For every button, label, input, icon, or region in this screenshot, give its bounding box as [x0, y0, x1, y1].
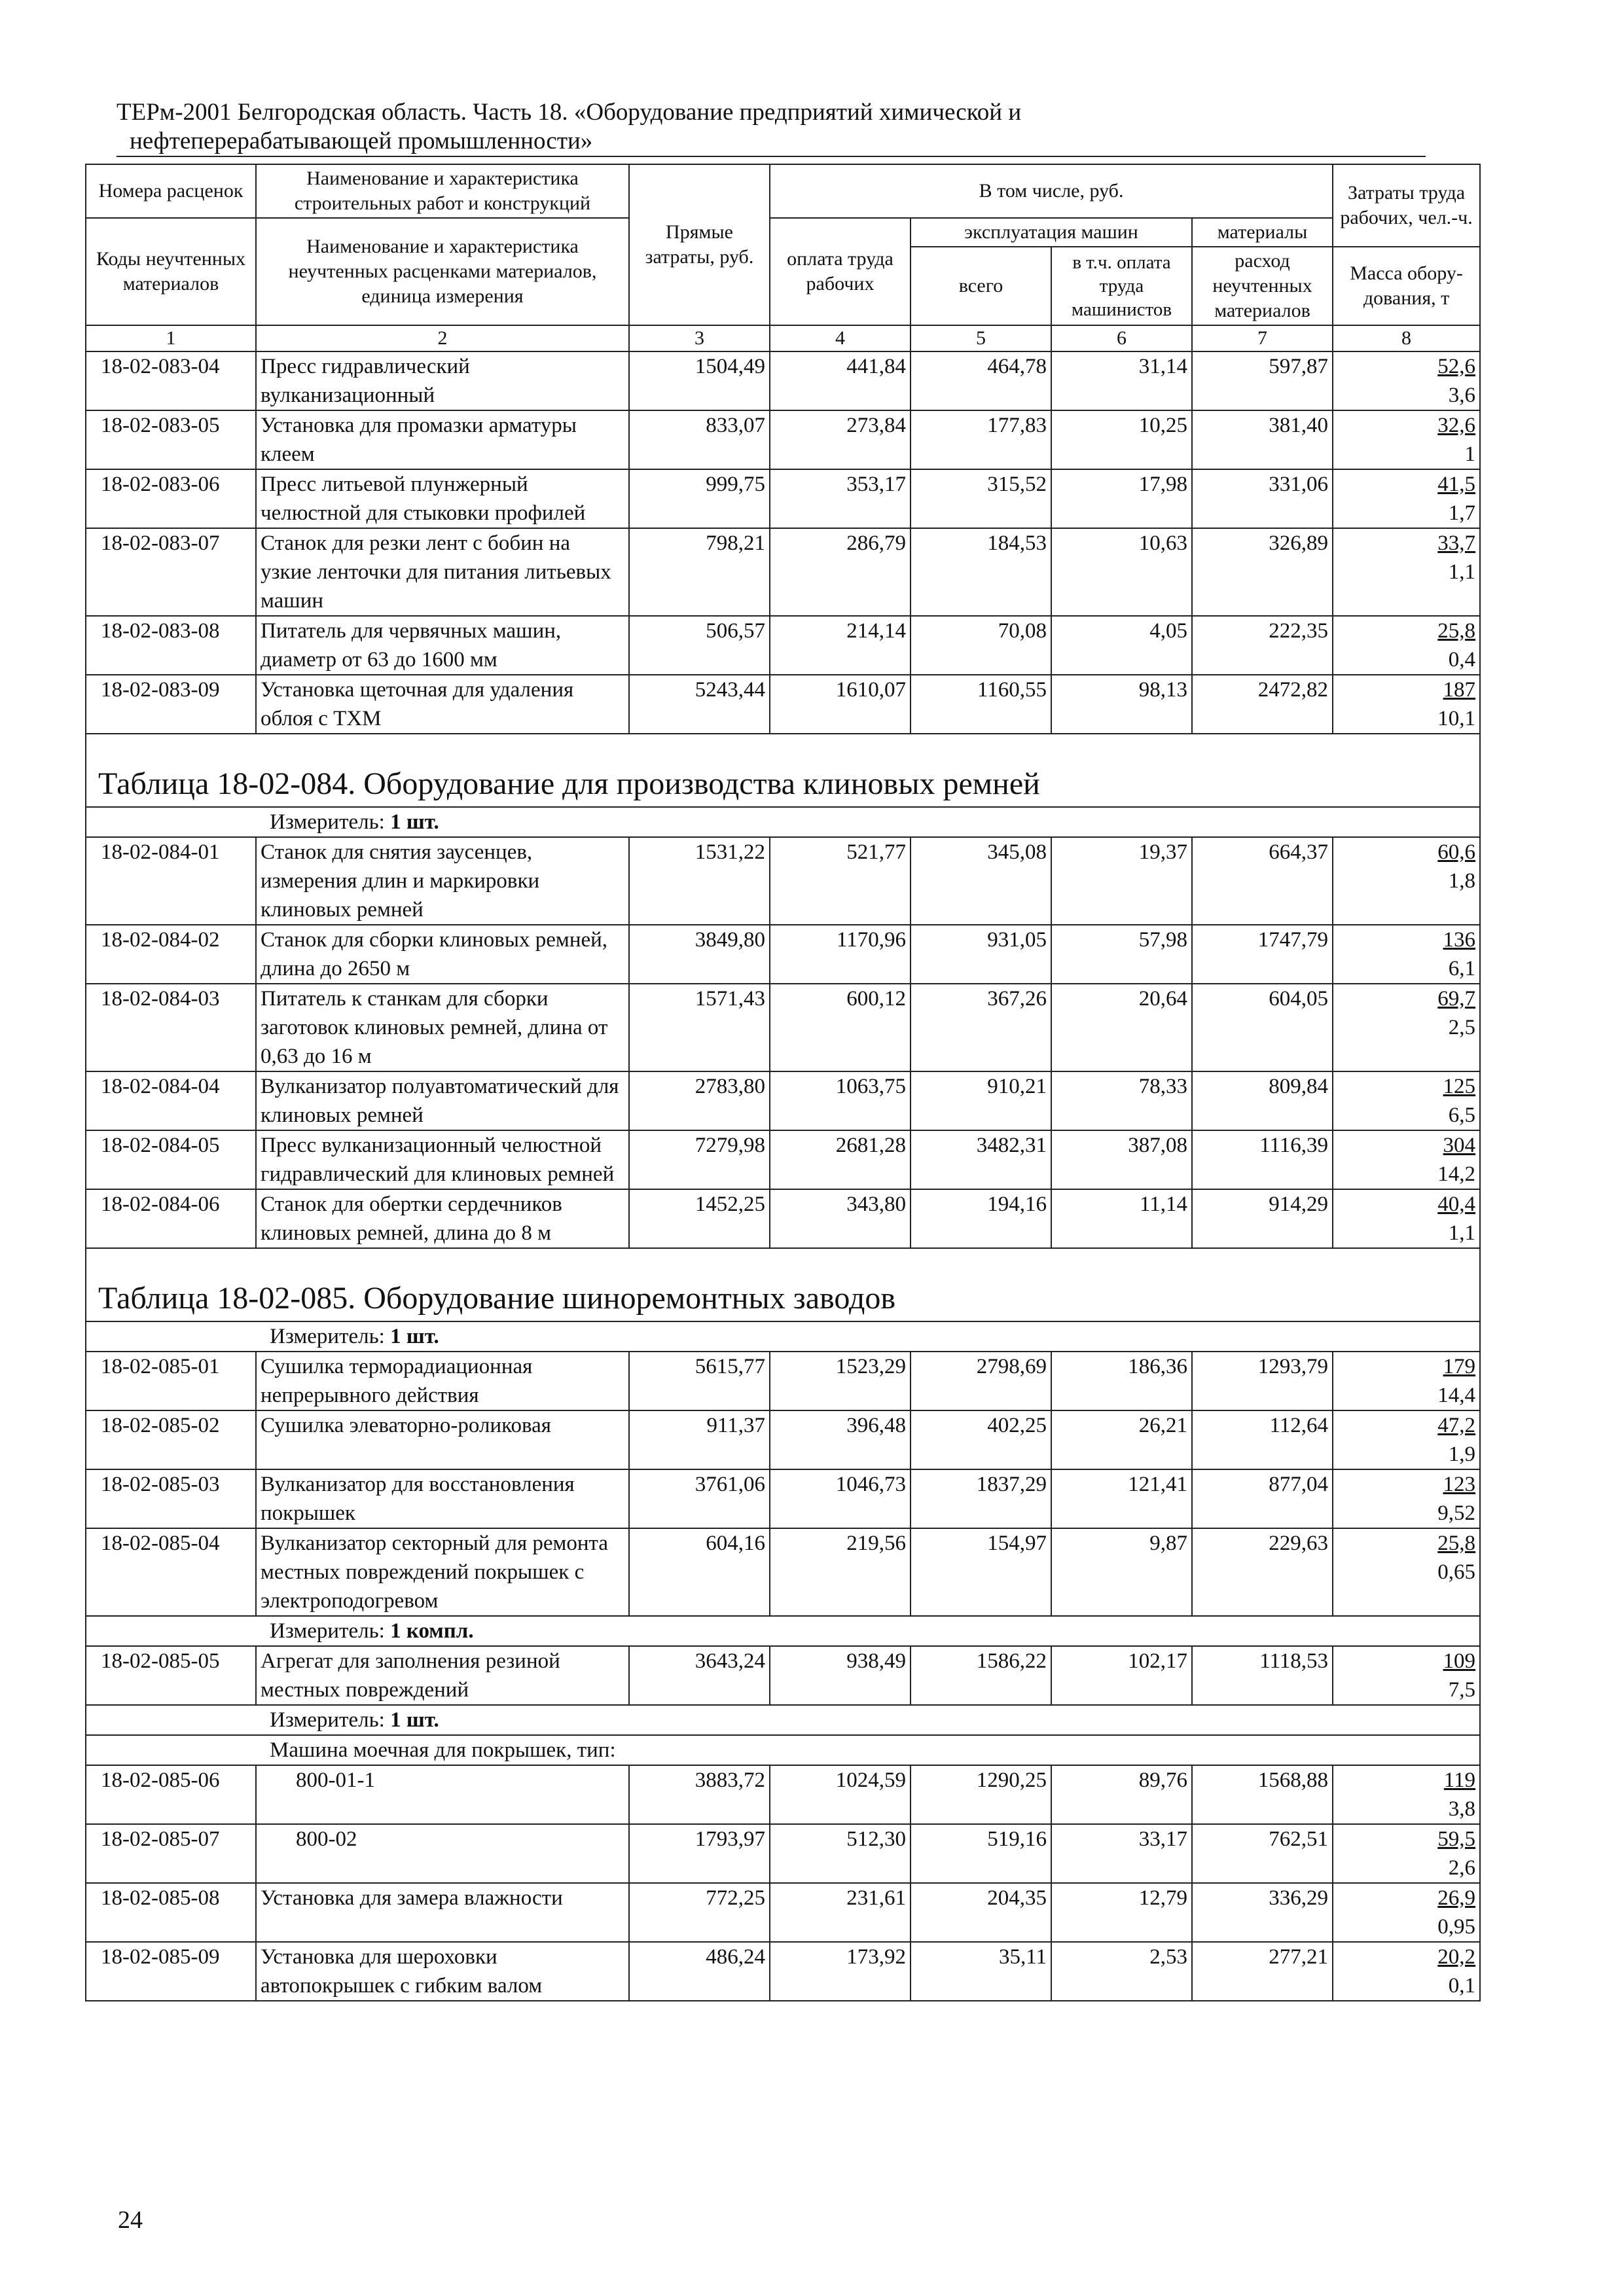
col-number: 2 [256, 325, 629, 351]
labor-hours: 25,8 [1437, 619, 1476, 643]
rate-name: Установка для шероховки автопокрышек с гибким валом [256, 1942, 629, 2001]
equipment-mass: 1 [1464, 442, 1476, 466]
materials-cost: 229,63 [1192, 1528, 1333, 1616]
table-row [86, 1942, 1480, 2001]
table-084-heading [86, 734, 1480, 837]
machines-total: 204,35 [911, 1883, 1051, 1942]
rate-name: Пресс гидравлический вулканизационный [256, 351, 629, 410]
labor-pay: 600,12 [770, 984, 911, 1071]
labor-and-mass [1333, 1765, 1480, 1824]
col-header-labor: Затраты труда рабочих, чел.-ч. [1333, 164, 1480, 247]
labor-hours: 40,4 [1437, 1193, 1476, 1216]
table-row [86, 351, 1480, 410]
machines-total: 35,11 [911, 1942, 1051, 2001]
direct-costs: 5615,77 [629, 1352, 770, 1410]
direct-costs: 1452,25 [629, 1189, 770, 1248]
rate-name: Станок для сборки клиновых ремней, длина до 2650 м [256, 925, 629, 984]
direct-costs: 1531,22 [629, 837, 770, 925]
rate-name: Пресс вулканизационный челюстной гидравлический для клиновых ремней [256, 1130, 629, 1189]
machines-total: 177,83 [911, 410, 1051, 469]
machinists-pay: 4,05 [1051, 616, 1192, 675]
equipment-mass: 0,65 [1437, 1560, 1476, 1584]
labor-and-mass [1333, 1469, 1480, 1528]
machines-total: 1586,22 [911, 1646, 1051, 1705]
direct-costs: 1571,43 [629, 984, 770, 1071]
labor-and-mass [1333, 1410, 1480, 1469]
equipment-mass: 2,6 [1448, 1856, 1476, 1880]
equipment-mass: 7,5 [1448, 1678, 1476, 1702]
machines-total: 70,08 [911, 616, 1051, 675]
col-number: 3 [629, 325, 770, 351]
rate-name: 800-01-1 [256, 1765, 629, 1824]
table-row [86, 1765, 1480, 1824]
equipment-mass: 1,9 [1448, 1443, 1476, 1466]
direct-costs: 2783,80 [629, 1071, 770, 1130]
equipment-mass: 0,4 [1448, 648, 1476, 672]
materials-cost: 326,89 [1192, 528, 1333, 616]
rate-name: Станок для обертки сердечников клиновых ремней, длина до 8 м [256, 1189, 629, 1248]
labor-and-mass [1333, 1646, 1480, 1705]
equipment-mass: 6,5 [1448, 1103, 1476, 1127]
table-row [86, 1189, 1480, 1248]
machines-total: 1290,25 [911, 1765, 1051, 1824]
equipment-mass: 9,52 [1437, 1501, 1476, 1525]
col-header-labor-pay: оплата труда рабочих [770, 218, 911, 325]
rate-name: Вулканизатор секторный для ремонта местных повреждений покрышек с электроподогревом [256, 1528, 629, 1616]
direct-costs: 3643,24 [629, 1646, 770, 1705]
direct-costs: 3849,80 [629, 925, 770, 984]
rate-code: 18-02-083-06 [86, 469, 256, 528]
col-header-mass: Масса обору-дования, т [1333, 247, 1480, 325]
labor-and-mass [1333, 837, 1480, 925]
labor-and-mass [1333, 1528, 1480, 1616]
col-number: 6 [1051, 325, 1192, 351]
meter-value: 1 шт. [390, 1325, 439, 1348]
rate-name: Станок для резки лент с бобин на узкие ленточки для питания литьевых машин [256, 528, 629, 616]
labor-and-mass [1333, 925, 1480, 984]
meter-prefix: Измеритель: [270, 810, 385, 834]
machines-total: 315,52 [911, 469, 1051, 528]
table-row [86, 1352, 1480, 1410]
machinists-pay: 11,14 [1051, 1189, 1192, 1248]
labor-hours: 136 [1443, 928, 1476, 952]
labor-pay: 2681,28 [770, 1130, 911, 1189]
col-number: 8 [1333, 325, 1480, 351]
page-number: 24 [118, 2206, 143, 2234]
labor-hours: 119 [1443, 1768, 1476, 1792]
labor-and-mass [1333, 1883, 1480, 1942]
machines-total: 931,05 [911, 925, 1051, 984]
col-header-machines: эксплуатация машин [911, 218, 1192, 247]
table-row [86, 616, 1480, 675]
table-085-meter [86, 1321, 1480, 1352]
col-header-material-codes: Коды неучтенных материалов [86, 218, 256, 325]
labor-hours: 59,5 [1437, 1827, 1476, 1851]
rate-name: Вулканизатор полуавтоматический для клиновых ремней [256, 1071, 629, 1130]
direct-costs: 5243,44 [629, 675, 770, 734]
page-header [117, 98, 1426, 157]
machinists-pay: 10,25 [1051, 410, 1192, 469]
direct-costs: 3761,06 [629, 1469, 770, 1528]
machinists-pay: 121,41 [1051, 1469, 1192, 1528]
rate-name: Агрегат для заполнения резиной местных повреждений [256, 1646, 629, 1705]
machines-total: 464,78 [911, 351, 1051, 410]
materials-cost: 914,29 [1192, 1189, 1333, 1248]
table-row [86, 528, 1480, 616]
machines-total: 910,21 [911, 1071, 1051, 1130]
labor-pay: 938,49 [770, 1646, 911, 1705]
labor-pay: 396,48 [770, 1410, 911, 1469]
col-header-including: В том числе, руб. [770, 164, 1333, 218]
col-header-materials: материалы [1192, 218, 1333, 247]
materials-cost: 762,51 [1192, 1824, 1333, 1883]
col-header-direct-costs: Прямые затраты, руб. [629, 164, 770, 325]
labor-and-mass [1333, 1189, 1480, 1248]
materials-cost: 877,04 [1192, 1469, 1333, 1528]
labor-and-mass [1333, 1071, 1480, 1130]
labor-pay: 1046,73 [770, 1469, 911, 1528]
rate-code: 18-02-085-04 [86, 1528, 256, 1616]
machinists-pay: 19,37 [1051, 837, 1192, 925]
equipment-mass: 3,6 [1448, 384, 1476, 407]
machines-total: 2798,69 [911, 1352, 1051, 1410]
equipment-mass: 1,1 [1448, 1221, 1476, 1245]
equipment-mass: 14,4 [1437, 1384, 1476, 1407]
rate-code: 18-02-085-05 [86, 1646, 256, 1705]
labor-and-mass [1333, 1130, 1480, 1189]
labor-pay: 521,77 [770, 837, 911, 925]
table-row [86, 1130, 1480, 1189]
machinists-pay: 26,21 [1051, 1410, 1192, 1469]
direct-costs: 3883,72 [629, 1765, 770, 1824]
materials-cost: 112,64 [1192, 1410, 1333, 1469]
labor-and-mass [1333, 616, 1480, 675]
header-line-1: ТЕРм-2001 Белгородская область. Часть 18. «Оборудование предприятий химической и [117, 99, 1022, 126]
labor-pay: 273,84 [770, 410, 911, 469]
equipment-mass: 1,7 [1448, 501, 1476, 525]
rate-code: 18-02-083-04 [86, 351, 256, 410]
rate-code: 18-02-084-06 [86, 1189, 256, 1248]
direct-costs: 7279,98 [629, 1130, 770, 1189]
labor-hours: 33,7 [1437, 531, 1476, 555]
machinists-pay: 33,17 [1051, 1824, 1192, 1883]
col-number: 4 [770, 325, 911, 351]
materials-cost: 1116,39 [1192, 1130, 1333, 1189]
labor-hours: 69,7 [1437, 987, 1476, 1011]
equipment-mass: 1,8 [1448, 869, 1476, 893]
table-085-meter-kit [86, 1616, 1480, 1646]
labor-and-mass [1333, 410, 1480, 469]
table-085-meter-3 [86, 1705, 1480, 1765]
machinists-pay: 57,98 [1051, 925, 1192, 984]
labor-hours: 304 [1443, 1134, 1476, 1157]
rate-code: 18-02-084-03 [86, 984, 256, 1071]
rate-code: 18-02-085-08 [86, 1883, 256, 1942]
labor-pay: 353,17 [770, 469, 911, 528]
rate-name: Установка щеточная для удаления облоя с ТХМ [256, 675, 629, 734]
rate-code: 18-02-083-09 [86, 675, 256, 734]
col-number: 7 [1192, 325, 1333, 351]
col-header-works: Наименование и характеристика строительных работ и конструкций [256, 164, 629, 218]
materials-cost: 222,35 [1192, 616, 1333, 675]
table-row [86, 675, 1480, 734]
labor-pay: 1610,07 [770, 675, 911, 734]
table-084-meter [86, 807, 1480, 837]
materials-cost: 604,05 [1192, 984, 1333, 1071]
materials-cost: 1118,53 [1192, 1646, 1333, 1705]
table-085-meter-piece [86, 1705, 1480, 1735]
labor-hours: 32,6 [1437, 414, 1476, 437]
machinists-pay: 98,13 [1051, 675, 1192, 734]
col-header-materials-sub: расход неучтенных материалов [1192, 247, 1333, 325]
equipment-mass: 1,1 [1448, 560, 1476, 584]
rate-code: 18-02-085-03 [86, 1469, 256, 1528]
materials-cost: 277,21 [1192, 1942, 1333, 2001]
machinists-pay: 17,98 [1051, 469, 1192, 528]
col-number: 5 [911, 325, 1051, 351]
rate-code: 18-02-085-01 [86, 1352, 256, 1410]
rate-name: Пресс литьевой плунжерный челюстной для стыковки профилей [256, 469, 629, 528]
labor-pay: 1523,29 [770, 1352, 911, 1410]
labor-and-mass [1333, 984, 1480, 1071]
group-label-washing-machine: Машина моечная для покрышек, тип: [86, 1735, 1480, 1765]
machinists-pay: 186,36 [1051, 1352, 1192, 1410]
labor-pay: 441,84 [770, 351, 911, 410]
table-row [86, 1646, 1480, 1705]
table-085-body-c [86, 1765, 1480, 2001]
rate-name: Питатель для червячных машин, диаметр от 63 до 1600 мм [256, 616, 629, 675]
meter-prefix: Измеритель: [270, 1325, 385, 1348]
table-083-body [86, 351, 1480, 734]
meter-value: 1 шт. [390, 810, 439, 834]
col-header-material-names: Наименование и характеристика неучтенных расценками материалов, единица измерения [256, 218, 629, 325]
machines-total: 1160,55 [911, 675, 1051, 734]
machines-total: 519,16 [911, 1824, 1051, 1883]
materials-cost: 2472,82 [1192, 675, 1333, 734]
table-header [86, 164, 1480, 351]
machines-total: 154,97 [911, 1528, 1051, 1616]
direct-costs: 772,25 [629, 1883, 770, 1942]
machinists-pay: 31,14 [1051, 351, 1192, 410]
labor-hours: 109 [1443, 1649, 1476, 1673]
labor-pay: 1024,59 [770, 1765, 911, 1824]
labor-pay: 231,61 [770, 1883, 911, 1942]
machines-total: 3482,31 [911, 1130, 1051, 1189]
table-row [86, 469, 1480, 528]
labor-hours: 179 [1443, 1355, 1476, 1378]
materials-cost: 809,84 [1192, 1071, 1333, 1130]
machinists-pay: 20,64 [1051, 984, 1192, 1071]
table-084-title: Таблица 18-02-084. Оборудование для производства клиновых ремней [86, 734, 1480, 807]
labor-hours: 20,2 [1437, 1945, 1476, 1969]
table-row [86, 925, 1480, 984]
materials-cost: 331,06 [1192, 469, 1333, 528]
equipment-mass: 6,1 [1448, 957, 1476, 980]
rate-code: 18-02-084-04 [86, 1071, 256, 1130]
labor-pay: 214,14 [770, 616, 911, 675]
table-row [86, 984, 1480, 1071]
equipment-mass: 2,5 [1448, 1016, 1476, 1039]
table-row [86, 410, 1480, 469]
rate-name: Вулканизатор для восстановления покрышек [256, 1469, 629, 1528]
col-header-machinists-pay: в т.ч. оплата труда машинистов [1051, 247, 1192, 325]
machinists-pay: 2,53 [1051, 1942, 1192, 2001]
rate-name: 800-02 [256, 1824, 629, 1883]
labor-and-mass [1333, 1352, 1480, 1410]
labor-and-mass [1333, 351, 1480, 410]
labor-pay: 343,80 [770, 1189, 911, 1248]
labor-hours: 125 [1443, 1075, 1476, 1098]
meter-prefix: Измеритель: [270, 1619, 385, 1643]
labor-hours: 47,2 [1437, 1414, 1476, 1437]
equipment-mass: 3,8 [1448, 1797, 1476, 1821]
machines-total: 194,16 [911, 1189, 1051, 1248]
machines-total: 367,26 [911, 984, 1051, 1071]
table-085-heading [86, 1248, 1480, 1352]
materials-cost: 1747,79 [1192, 925, 1333, 984]
labor-hours: 52,6 [1437, 355, 1476, 378]
labor-and-mass [1333, 1942, 1480, 2001]
rate-code: 18-02-084-02 [86, 925, 256, 984]
table-085-title: Таблица 18-02-085. Оборудование шиноремонтных заводов [86, 1248, 1480, 1321]
col-number: 1 [86, 325, 256, 351]
labor-pay: 512,30 [770, 1824, 911, 1883]
direct-costs: 486,24 [629, 1942, 770, 2001]
labor-hours: 41,5 [1437, 473, 1476, 496]
materials-cost: 336,29 [1192, 1883, 1333, 1942]
meter-value: 1 шт. [390, 1708, 439, 1732]
table-row [86, 1410, 1480, 1469]
labor-hours: 25,8 [1437, 1532, 1476, 1555]
direct-costs: 999,75 [629, 469, 770, 528]
table-row [86, 1883, 1480, 1942]
machines-total: 184,53 [911, 528, 1051, 616]
equipment-mass: 10,1 [1437, 707, 1476, 730]
table-085-body-b [86, 1646, 1480, 1705]
machinists-pay: 387,08 [1051, 1130, 1192, 1189]
labor-pay: 1170,96 [770, 925, 911, 984]
machines-total: 402,25 [911, 1410, 1051, 1469]
labor-pay: 286,79 [770, 528, 911, 616]
labor-pay: 219,56 [770, 1528, 911, 1616]
col-header-rates: Номера расценок [86, 164, 256, 218]
labor-pay: 1063,75 [770, 1071, 911, 1130]
labor-hours: 123 [1443, 1473, 1476, 1496]
labor-hours: 187 [1443, 678, 1476, 702]
labor-pay: 173,92 [770, 1942, 911, 2001]
equipment-mass: 0,1 [1448, 1974, 1476, 1998]
direct-costs: 604,16 [629, 1528, 770, 1616]
rate-code: 18-02-084-01 [86, 837, 256, 925]
machines-total: 1837,29 [911, 1469, 1051, 1528]
table-085-meter-2 [86, 1616, 1480, 1646]
labor-and-mass [1333, 1824, 1480, 1883]
col-header-machines-total: всего [911, 247, 1051, 325]
rate-code: 18-02-084-05 [86, 1130, 256, 1189]
rate-name: Станок для снятия заусенцев, измерения длин и маркировки клиновых ремней [256, 837, 629, 925]
direct-costs: 506,57 [629, 616, 770, 675]
rate-code: 18-02-085-09 [86, 1942, 256, 2001]
rate-code: 18-02-083-08 [86, 616, 256, 675]
machinists-pay: 12,79 [1051, 1883, 1192, 1942]
materials-cost: 381,40 [1192, 410, 1333, 469]
machinists-pay: 10,63 [1051, 528, 1192, 616]
materials-cost: 597,87 [1192, 351, 1333, 410]
meter-value: 1 компл. [390, 1619, 474, 1643]
equipment-mass: 0,95 [1437, 1915, 1476, 1939]
rate-name: Установка для замера влажности [256, 1883, 629, 1942]
equipment-mass: 14,2 [1437, 1162, 1476, 1186]
materials-cost: 664,37 [1192, 837, 1333, 925]
labor-and-mass [1333, 469, 1480, 528]
rate-code: 18-02-083-07 [86, 528, 256, 616]
rate-code: 18-02-085-06 [86, 1765, 256, 1824]
table-row [86, 1071, 1480, 1130]
labor-hours: 60,6 [1437, 840, 1476, 864]
table-row [86, 1528, 1480, 1616]
meter-prefix: Измеритель: [270, 1708, 385, 1732]
materials-cost: 1293,79 [1192, 1352, 1333, 1410]
rate-code: 18-02-083-05 [86, 410, 256, 469]
header-line-2: нефтеперерабатывающей промышленности» [130, 128, 593, 154]
rate-name: Сушилка терморадиационная непрерывного действия [256, 1352, 629, 1410]
machinists-pay: 89,76 [1051, 1765, 1192, 1824]
direct-costs: 798,21 [629, 528, 770, 616]
table-row [86, 1469, 1480, 1528]
column-numbers-row [86, 325, 1480, 351]
table-row [86, 837, 1480, 925]
direct-costs: 1504,49 [629, 351, 770, 410]
machinists-pay: 78,33 [1051, 1071, 1192, 1130]
table-085-body-a [86, 1352, 1480, 1616]
labor-and-mass [1333, 675, 1480, 734]
table-084-body [86, 837, 1480, 1248]
labor-and-mass [1333, 528, 1480, 616]
rate-name: Питатель к станкам для сборки заготовок клиновых ремней, длина от 0,63 до 16 м [256, 984, 629, 1071]
table-row [86, 1824, 1480, 1883]
rate-code: 18-02-085-07 [86, 1824, 256, 1883]
rate-name: Установка для промазки арматуры клеем [256, 410, 629, 469]
machinists-pay: 102,17 [1051, 1646, 1192, 1705]
direct-costs: 1793,97 [629, 1824, 770, 1883]
machines-total: 345,08 [911, 837, 1051, 925]
rate-code: 18-02-085-02 [86, 1410, 256, 1469]
rate-name: Сушилка элеваторно-роликовая [256, 1410, 629, 1469]
materials-cost: 1568,88 [1192, 1765, 1333, 1824]
machinists-pay: 9,87 [1051, 1528, 1192, 1616]
direct-costs: 911,37 [629, 1410, 770, 1469]
direct-costs: 833,07 [629, 410, 770, 469]
rates-table [85, 164, 1481, 2001]
labor-hours: 26,9 [1437, 1886, 1476, 1910]
